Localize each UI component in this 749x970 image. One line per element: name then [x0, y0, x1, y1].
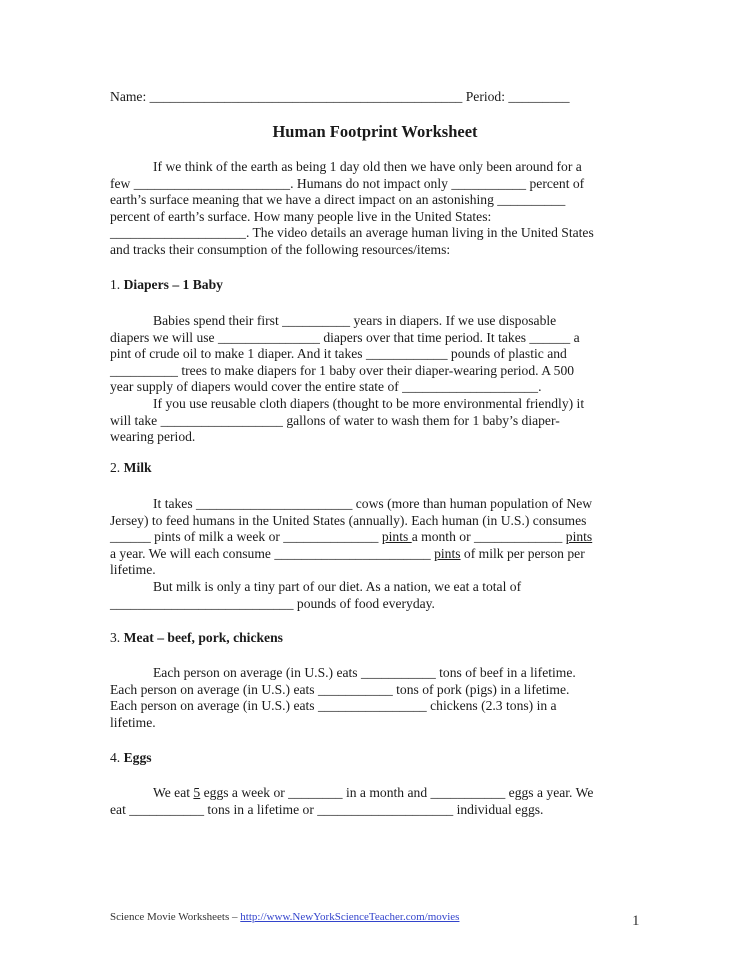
section-title: Meat – beef, pork, chickens: [123, 630, 283, 645]
page-title: Human Footprint Worksheet: [272, 122, 478, 141]
body-line: If you use reusable cloth diapers (thought to be more environmental friendly) it: [153, 395, 585, 411]
body-line: It takes _______________________ cows (more than human population of New: [153, 496, 593, 511]
body-line: lifetime.: [110, 562, 156, 578]
intro-line: If we think of the earth as being 1 day old then we have only been around for a: [153, 159, 582, 174]
underlined-number: 5: [193, 785, 201, 800]
section-heading-meat: [110, 630, 283, 646]
body-line: lifetime.: [110, 714, 156, 730]
body-line: pint of crude oil to make 1 diaper. And it takes ____________ pounds of plastic and: [110, 346, 567, 362]
section-title: Eggs: [123, 750, 152, 765]
body-line: Each person on average (in U.S.) eats ________________ chickens (2.3 tons) in a: [110, 698, 557, 714]
text-run: of milk per person per: [460, 545, 585, 561]
section-number: 1.: [110, 277, 121, 292]
page-number: 1: [632, 913, 640, 929]
body-line: Each person on average (in U.S.) eats ___________ tons of beef in a lifetime.: [153, 665, 576, 680]
body-line: Each person on average (in U.S.) eats ___________ tons of pork (pigs) in a lifetime.: [110, 681, 570, 697]
intro-line: ____________________. The video details an average human living in the United States: [110, 225, 594, 241]
header-line: [110, 89, 570, 105]
intro-line: and tracks their consumption of the following resources/items:: [110, 241, 451, 257]
body-line: But milk is only a tiny part of our diet. As a nation, we eat a total of: [153, 578, 522, 594]
text-run: ______ pints of milk a week or ______________: [110, 529, 382, 545]
section-body-milk: [110, 496, 640, 612]
name-blank: ______________________________________________: [149, 89, 463, 104]
section-number: 3.: [110, 630, 121, 645]
body-line: [110, 546, 640, 563]
body-line: ___________________________ pounds of food everyday.: [110, 595, 435, 611]
section-title: Milk: [123, 460, 152, 475]
section-heading-eggs: [110, 750, 152, 766]
body-line: [110, 529, 640, 546]
section-number: 2.: [110, 460, 121, 475]
footer-link[interactable]: http://www.NewYorkScienceTeacher.com/movies: [240, 911, 460, 923]
section-body-eggs: [110, 785, 640, 818]
body-line: __________ trees to make diapers for 1 baby over their diaper-wearing period. A 500: [110, 362, 575, 378]
underlined-unit: pints: [434, 545, 461, 561]
underlined-unit: pints: [565, 529, 593, 545]
body-line: will take __________________ gallons of water to wash them for 1 baby’s diaper-: [110, 412, 560, 428]
body-line: diapers we will use _______________ diapers over that time period. It takes ______ a: [110, 329, 580, 345]
footer-text: Science Movie Worksheets –: [110, 911, 241, 923]
section-heading-milk: [110, 460, 152, 476]
body-line: year supply of diapers would cover the entire state of ____________________.: [110, 379, 542, 395]
text-run: a month or _____________: [411, 529, 566, 545]
section-body-diapers: [110, 313, 640, 446]
section-number: 4.: [110, 750, 121, 765]
text-run: We eat: [153, 785, 194, 800]
intro-line: earth’s surface meaning that we have a direct impact on an astonishing __________: [110, 192, 566, 208]
period-label: Period:: [465, 89, 505, 104]
section-body-meat: [110, 665, 640, 731]
intro-line: percent of earth’s surface. How many people live in the United States:: [110, 208, 492, 224]
underlined-unit: pints: [381, 529, 412, 545]
body-line: Jersey) to feed humans in the United States (annually). Each human (in U.S.) consumes: [110, 512, 587, 528]
footer: [110, 911, 459, 923]
body-line: [110, 785, 640, 802]
name-label: Name:: [110, 89, 147, 104]
body-line: eat ___________ tons in a lifetime or ____________________ individual eggs.: [110, 801, 544, 817]
intro-paragraph: [110, 159, 640, 259]
section-heading-diapers: [110, 277, 223, 293]
body-line: Babies spend their first __________ years in diapers. If we use disposable: [153, 313, 557, 328]
text-run: eggs a week or ________ in a month and ___________ eggs a year. We: [200, 785, 594, 800]
section-title: Diapers – 1 Baby: [123, 277, 223, 292]
intro-line: few _______________________. Humans do not impact only ___________ percent of: [110, 175, 585, 191]
text-run: a year. We will each consume _______________________: [110, 545, 435, 561]
period-blank: _________: [508, 89, 570, 104]
body-line: wearing period.: [110, 429, 196, 445]
